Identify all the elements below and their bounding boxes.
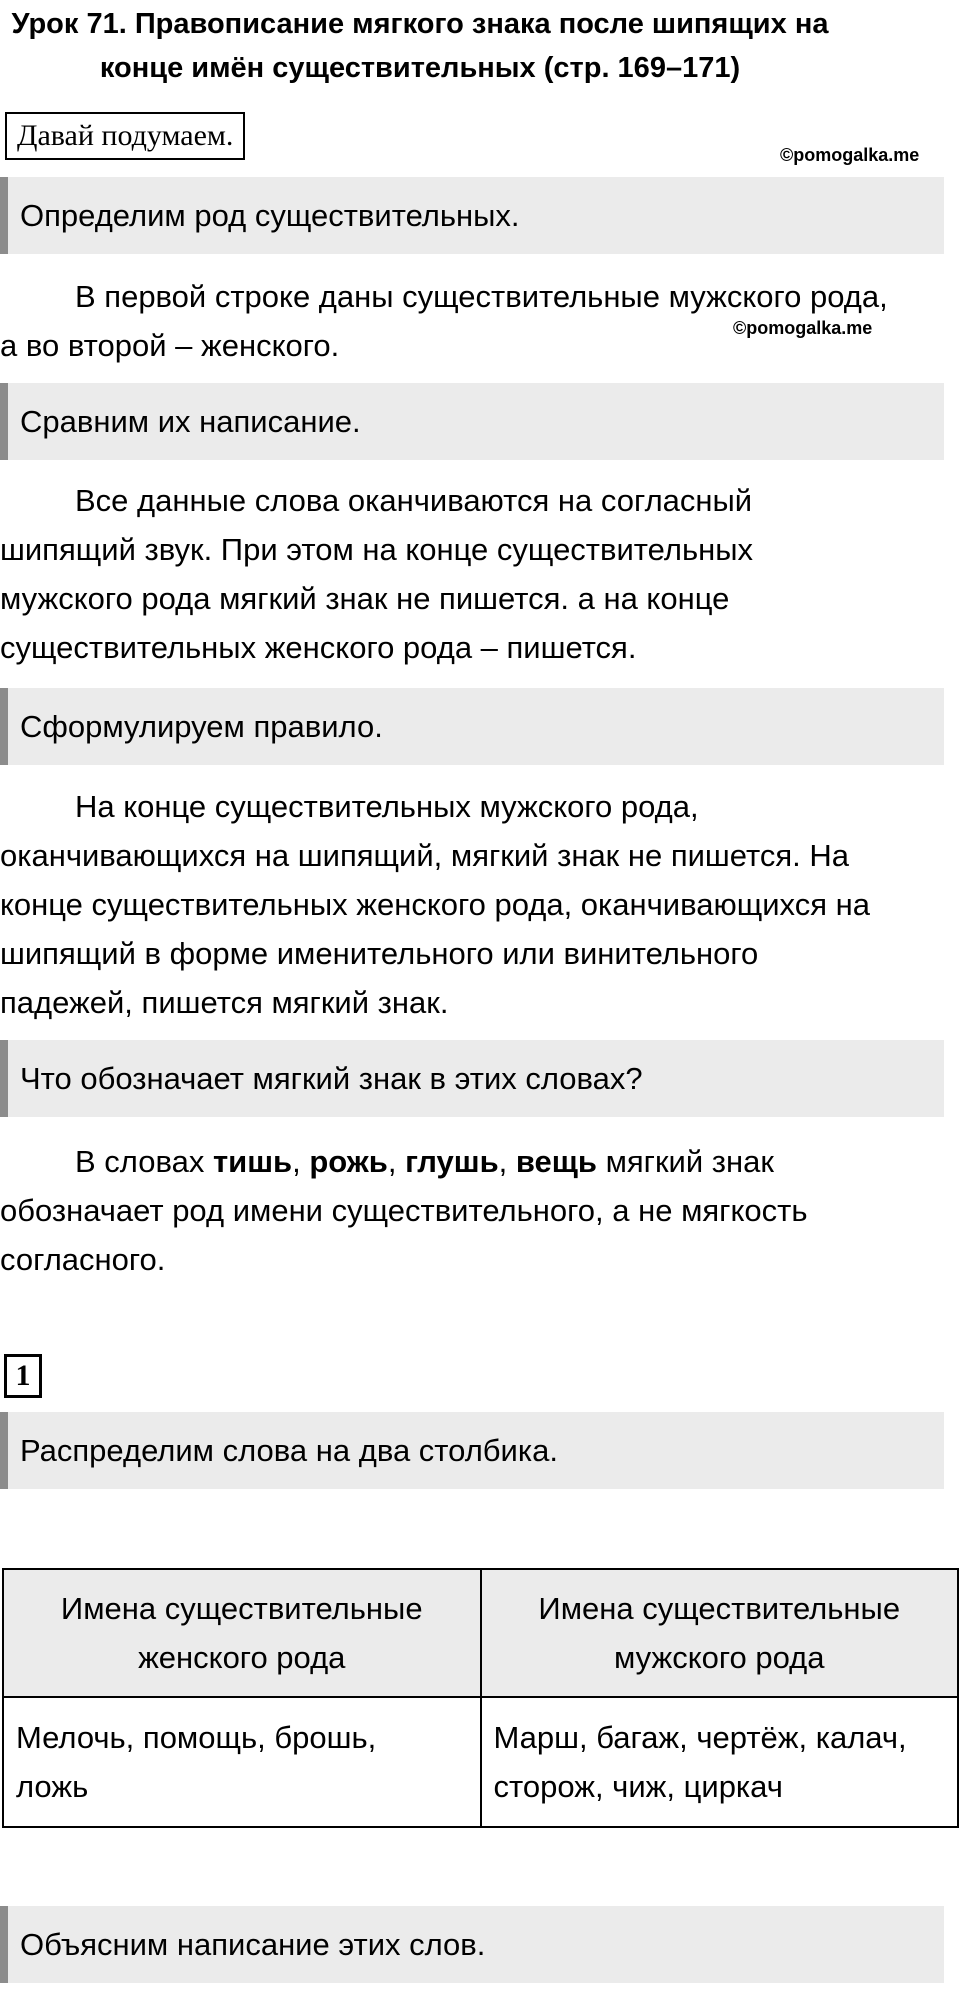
table-cell-masculine: Марш, багаж, чертёж, калач, сторож, чиж, циркач — [481, 1697, 959, 1827]
exercise-number: 1 — [4, 1354, 42, 1398]
section-heading — [0, 688, 944, 765]
section-heading-text: Сравним их написание. — [20, 403, 361, 439]
paragraph-line: а во второй – женского. — [0, 328, 340, 363]
paragraph-line: падежей, пишется мягкий знак. — [0, 985, 449, 1020]
section-heading — [0, 1412, 944, 1489]
paragraph-line: В первой строке даны существительные мужского рода, — [75, 279, 888, 314]
section-heading-text: Что обозначает мягкий знак в этих словах? — [20, 1060, 643, 1096]
paragraph-line: В словах тишь, рожь, глушь, вещь мягкий знак — [75, 1144, 774, 1179]
section-heading-text: Объясним написание этих слов. — [20, 1926, 486, 1962]
paragraph-line: мужского рода мягкий знак не пишется. а на конце — [0, 581, 730, 616]
paragraph-line: На конце существительных мужского рода, — [75, 789, 699, 824]
section-paragraph — [0, 1137, 960, 1284]
table-header-row — [3, 1569, 958, 1697]
paragraph-line: согласного. — [0, 1242, 166, 1277]
watermark: ©pomogalka.me — [780, 145, 920, 165]
highlighted-word: глушь — [405, 1144, 499, 1179]
table-header-masculine: Имена существительные мужского рода — [481, 1569, 959, 1697]
paragraph-line: шипящий в форме именительного или винительного — [0, 936, 759, 971]
paragraph-line: конце существительных женского рода, оканчивающихся на — [0, 887, 870, 922]
title-line-1: Урок 71. Правописание мягкого знака после шипящих на — [11, 8, 829, 40]
section-heading — [0, 1040, 944, 1117]
paragraph-line: оканчивающихся на шипящий, мягкий знак не пишется. На — [0, 838, 850, 873]
table-cell-feminine: Мелочь, помощь, брошь, ложь — [3, 1697, 481, 1827]
section-heading — [0, 383, 944, 460]
lead-label: Давай подумаем. — [5, 112, 245, 160]
paragraph-line: Все данные слова оканчиваются на согласный — [75, 483, 753, 518]
section-paragraph — [0, 782, 960, 1027]
table-header-feminine: Имена существительные женского рода — [3, 1569, 481, 1697]
title-line-2: конце имён существительных (стр. 169–171) — [99, 52, 741, 84]
section-heading — [0, 1906, 944, 1983]
paragraph-line: обозначает род имени существительного, а не мягкость — [0, 1193, 808, 1228]
paragraph-line: шипящий звук. При этом на конце существительных — [0, 532, 753, 567]
highlighted-word: тишь — [212, 1144, 293, 1179]
watermark: ©pomogalka.me — [733, 318, 873, 338]
highlighted-word: рожь — [309, 1144, 388, 1179]
section-heading-text: Распределим слова на два столбика. — [20, 1432, 558, 1468]
words-table — [2, 1568, 959, 1828]
section-heading-text: Сформулируем правило. — [20, 708, 383, 744]
section-paragraph — [0, 476, 960, 672]
table-row — [3, 1697, 958, 1827]
highlighted-word: вещь — [515, 1144, 597, 1179]
section-heading-text: Определим род существительных. — [20, 197, 520, 233]
page-title — [0, 2, 840, 90]
paragraph-line: существительных женского рода – пишется. — [0, 630, 637, 665]
section-heading — [0, 177, 944, 254]
